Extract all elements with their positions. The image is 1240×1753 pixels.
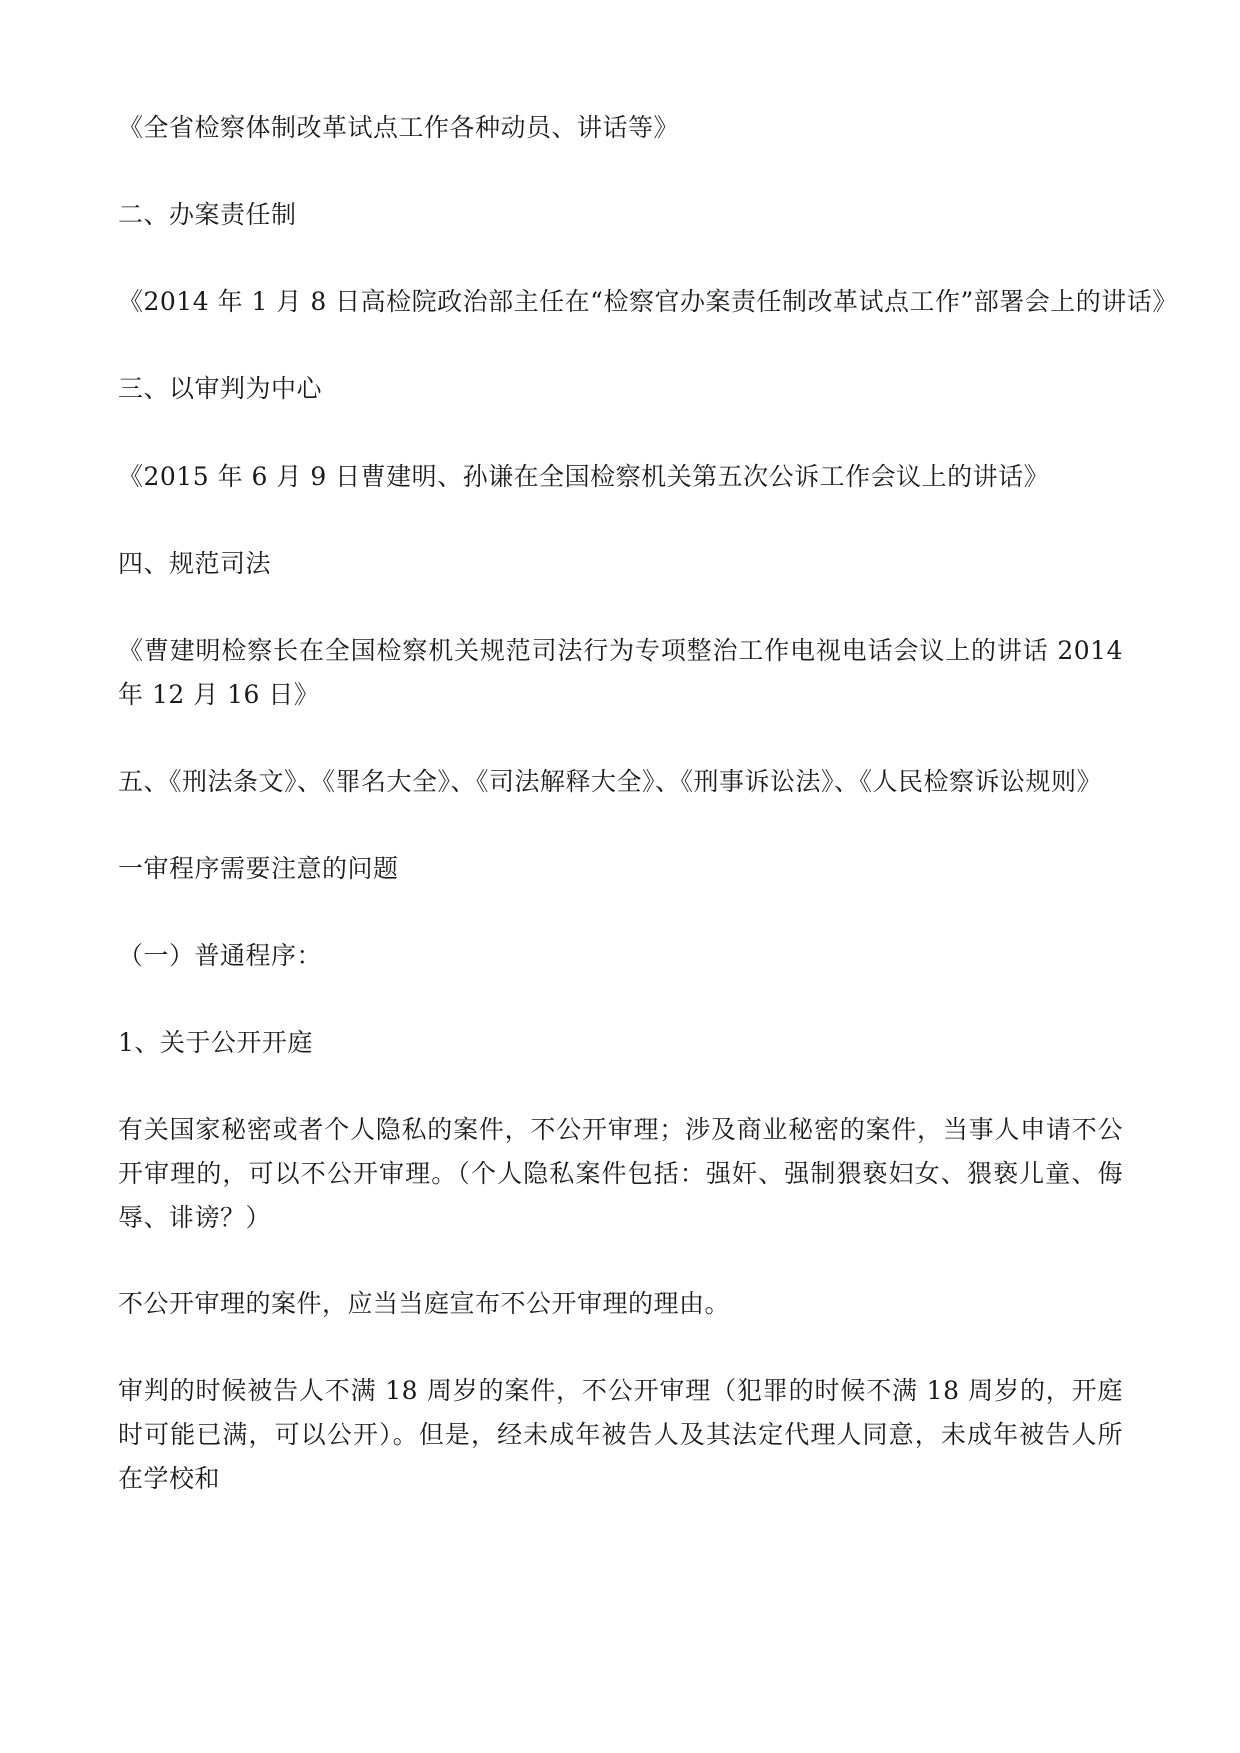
doc-line-5: 《2015 年 6 月 9 日曹建明、孙谦在全国检察机关第五次公诉工作会议上的讲话》 [118,462,1050,491]
section-heading-5: 五、《刑法条文》、《罪名大全》、《司法解释大全》、《刑事诉讼法》、《人民检察诉讼规则》 [118,767,1103,796]
doc-paragraph-7: 《曹建明检察长在全国检察机关规范司法行为专项整治工作电视电话会议上的讲话 2014 年 12 月 16 日》 [118,636,1123,709]
subheading-first-instance: 一审程序需要注意的问题 [118,854,399,883]
section-heading-4: 四、规范司法 [118,549,272,578]
doc-line-3: 《2014 年 1 月 8 日高检院政治部主任在“检察官办案责任制改革试点工作”部署会上的讲话》 [118,287,1178,316]
section-heading-3: 三、以审判为中心 [118,374,323,403]
doc-paragraph-12: 有关国家秘密或者个人隐私的案件，不公开审理；涉及商业秘密的案件，当事人申请不公开审理的，可以不公开审理。（个人隐私案件包括：强奸、强制猥亵妇女、猥亵儿童、侮辱、诽谤？） [118,1115,1123,1232]
doc-line-1: 《全省检察体制改革试点工作各种动员、讲话等》 [118,113,680,142]
doc-paragraph-13: 不公开审理的案件，应当当庭宣布不公开审理的理由。 [118,1289,731,1318]
subheading-ordinary-procedure: （一）普通程序： [118,941,323,970]
doc-paragraph-14: 审判的时候被告人不满 18 周岁的案件，不公开审理（犯罪的时候不满 18 周岁的，开庭时可能已满，可以公开）。但是，经未成年被告人及其法定代理人同意，未成年被告人所在学校和 [118,1376,1123,1493]
section-heading-2: 二、办案责任制 [118,200,297,229]
subheading-public-trial: 1、关于公开开庭 [118,1028,313,1057]
